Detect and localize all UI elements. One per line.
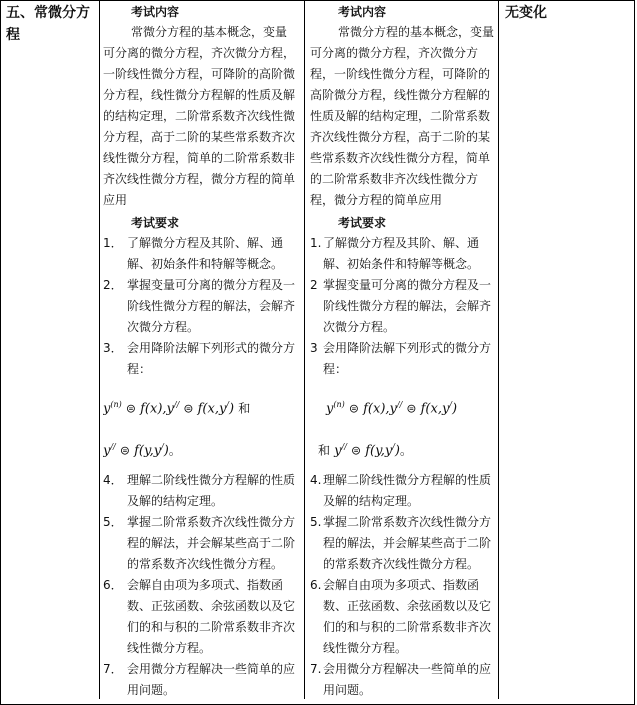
item-text: 会解自由项为多项式、指数函数、正弦函数、余弦函数以及它们的和与积的二阶常系数非齐次线性微分方程。 bbox=[127, 578, 296, 655]
formula-end: 。 bbox=[400, 443, 413, 458]
list-item bbox=[103, 275, 297, 338]
item-number: 2 bbox=[310, 278, 318, 292]
item-text: 掌握二阶常系数齐次线性微分方程的解法，并会解某些高于二阶的常系数齐次线性微分方程。 bbox=[323, 515, 492, 571]
item-number: 4． bbox=[103, 473, 123, 487]
section-cell bbox=[6, 0, 94, 701]
item-number: 4. bbox=[310, 473, 322, 487]
old-requirements-list bbox=[103, 233, 297, 380]
item-text: 掌握变量可分离的微分方程及一阶线性微分方程的解法，会解齐次微分方程。 bbox=[323, 278, 492, 334]
formula-line-2: 和 y// ⊜ f(y,y/)。 bbox=[318, 442, 413, 459]
item-number: 5. bbox=[310, 515, 322, 529]
item-text: 会用微分方程解决一些简单的应用问题。 bbox=[323, 662, 492, 697]
old-syllabus-cell bbox=[103, 0, 297, 701]
item-text: 会解自由项为多项式、指数函数、正弦函数、余弦函数以及它们的和与积的二阶常系数非齐次线性微分方程。 bbox=[323, 578, 492, 655]
list-item bbox=[310, 470, 494, 512]
item-number: 1． bbox=[103, 236, 123, 250]
list-item bbox=[103, 659, 297, 701]
list-item bbox=[103, 575, 297, 659]
item-number: 3． bbox=[103, 341, 123, 355]
old-requirements-heading: 考试要求 bbox=[131, 216, 180, 230]
list-item bbox=[103, 470, 297, 512]
item-text: 掌握二阶常系数齐次线性微分方程的解法，并会解某些高于二阶的常系数齐次线性微分方程。 bbox=[127, 515, 296, 571]
item-text: 理解二阶线性微分方程解的性质及解的结构定理。 bbox=[323, 473, 492, 508]
formula-line-2: y// ⊜ f(y,y/)。 bbox=[103, 442, 181, 459]
item-number: 2． bbox=[103, 278, 123, 292]
formula-and: 和 bbox=[318, 443, 331, 458]
new-content-heading: 考试内容 bbox=[338, 5, 387, 19]
section-title: 五、常微分方程 bbox=[6, 5, 90, 43]
list-item bbox=[310, 338, 494, 380]
item-number: 6. bbox=[310, 578, 322, 592]
item-text: 理解二阶线性微分方程解的性质及解的结构定理。 bbox=[127, 473, 296, 508]
item-text: 了解微分方程及其阶、解、通解、初始条件和特解等概念。 bbox=[127, 236, 284, 271]
change-cell bbox=[505, 0, 627, 701]
column-divider bbox=[304, 0, 305, 699]
old-content-heading: 考试内容 bbox=[131, 5, 180, 19]
list-item bbox=[103, 338, 297, 380]
old-content-text: 常微分方程的基本概念，变量可分离的微分方程，齐次微分方程，一阶线性微分方程，可降阶的高阶微分方程，线性微分方程解的性质及解的结构定理，二阶常系数齐次线性微分方程，高于二阶的某些常系数齐次线性微分方程，简单的二阶常系数非齐次线性微分方程，微分方程的简单应用 bbox=[103, 25, 296, 207]
list-item bbox=[103, 233, 297, 275]
item-text: 了解微分方程及其阶、解、通解、初始条件和特解等概念。 bbox=[323, 236, 480, 271]
column-divider bbox=[99, 0, 100, 699]
item-number: 5． bbox=[103, 515, 123, 529]
item-text: 会用降阶法解下列形式的微分方程： bbox=[127, 341, 296, 376]
list-item bbox=[310, 575, 494, 659]
item-number: 7. bbox=[310, 662, 322, 676]
list-item bbox=[310, 512, 494, 575]
list-item bbox=[103, 512, 297, 575]
item-number: 6． bbox=[103, 578, 123, 592]
item-text: 会用微分方程解决一些简单的应用问题。 bbox=[127, 662, 296, 697]
formula-line-1: $y^{(n)}$ ⊜ f(x),y// ⊜ f(x,y/) 和 bbox=[103, 400, 251, 417]
item-text: 掌握变量可分离的微分方程及一阶线性微分方程的解法，会解齐次微分方程。 bbox=[127, 278, 296, 334]
new-syllabus-cell bbox=[310, 0, 494, 701]
new-content-text: 常微分方程的基本概念，变量可分离的微分方程，齐次微分方程，一阶线性微分方程，可降阶的高阶微分方程，线性微分方程解的性质及解的结构定理，二阶常系数齐次线性微分方程，高于二阶的某些常系数齐次线性微分方程，简单的二阶常系数非齐次线性微分方程，微分方程的简单应用 bbox=[310, 25, 494, 207]
column-divider bbox=[498, 0, 499, 699]
item-number: 1. bbox=[310, 236, 322, 250]
old-requirements-list-continued bbox=[103, 470, 297, 701]
new-requirements-heading: 考试要求 bbox=[338, 216, 387, 230]
list-item bbox=[310, 233, 494, 275]
new-requirements-list-continued bbox=[310, 470, 494, 701]
list-item bbox=[310, 275, 494, 338]
item-text: 会用降阶法解下列形式的微分方程： bbox=[323, 341, 492, 376]
formula-line-1: $y^{(n)}$ ⊜ f(x),y// ⊜ f(x,y/) bbox=[326, 400, 458, 417]
formula-end: 。 bbox=[168, 443, 181, 458]
new-requirements-list bbox=[310, 233, 494, 380]
change-note: 无变化 bbox=[505, 5, 547, 21]
list-item bbox=[310, 659, 494, 701]
item-number: 3 bbox=[310, 341, 318, 355]
item-number: 7． bbox=[103, 662, 123, 676]
formula-and: 和 bbox=[238, 401, 251, 416]
